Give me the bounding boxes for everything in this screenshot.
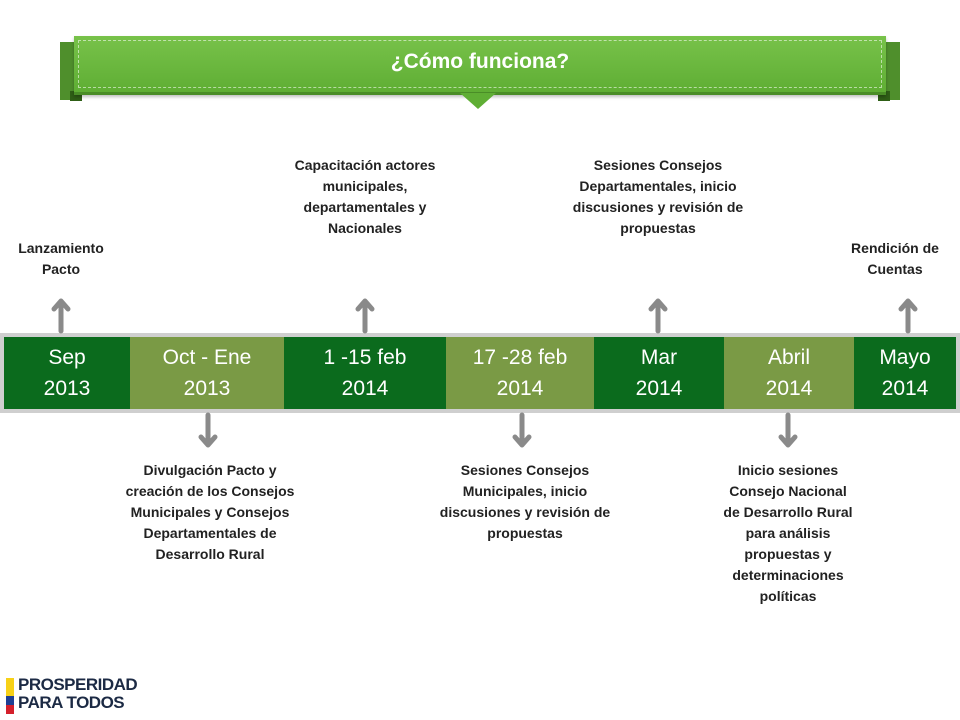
segment-month: 17 -28 feb [472,346,568,369]
label-lanzamiento: Lanzamiento Pacto [18,240,104,277]
segment-month: Mar [640,346,678,369]
segment-year: 2014 [765,377,813,400]
timeline-segment-1-15-feb-2014 [284,337,446,409]
arrow-up-icon [355,298,375,334]
segment-month: Sep [48,346,86,369]
arrow-down-icon [198,412,218,448]
arrow-down-icon [512,412,532,448]
logo-line-1: PROSPERIDAD [18,675,138,694]
segment-month: Oct - Ene [162,346,252,369]
arrow-up-icon [51,298,71,334]
segment-month: Abril [767,346,810,369]
label-rendicion-cuentas: Rendición de Cuentas [851,240,939,277]
timeline-segment-oct-ene-2013 [130,337,284,409]
arrow-down-icon [778,412,798,448]
timeline-segment-17-28-feb-2014 [446,337,594,409]
timeline-segment-abril-2014 [724,337,854,409]
segment-month: 1 -15 feb [323,346,407,369]
logo-text [18,676,137,712]
segment-year: 2014 [635,377,683,400]
segment-year: 2014 [881,377,929,400]
label-divulgacion: Divulgación Pacto y creación de los Consejos Municipales y Consejos Departamentales de Desarrollo Rural [125,462,295,562]
label-inicio-sesiones: Inicio sesiones Consejo Nacional de Desarrollo Rural para análisis propuestas y determinaciones políticas [723,462,853,604]
prosperidad-logo [6,676,176,716]
label-capacitacion: Capacitación actores municipales, departamentales y Nacionales [294,157,436,236]
logo-line-2: PARA TODOS [18,693,125,712]
label-sesiones-municipales: Sesiones Consejos Municipales, inicio discusiones y revisión de propuestas [439,462,611,541]
banner-body [74,36,886,95]
segment-month: Mayo [879,346,931,369]
segment-year: 2013 [43,377,91,400]
title-banner [60,36,900,112]
timeline-bar [0,333,960,413]
timeline-segment-sep-2013 [4,337,130,409]
timeline-segment-mar-2014 [594,337,724,409]
label-sesiones-departamentales: Sesiones Consejos Departamentales, inicio discusiones y revisión de propuestas [572,157,744,236]
segment-year: 2014 [496,377,544,400]
colombia-flag-icon [6,678,14,714]
segment-year: 2013 [183,377,231,400]
segment-year: 2014 [341,377,389,400]
arrow-up-icon [898,298,918,334]
banner-pointer [460,93,496,109]
banner-title: ¿Cómo funciona? [390,50,570,73]
arrow-up-icon [648,298,668,334]
timeline-segment-mayo-2014 [854,337,956,409]
